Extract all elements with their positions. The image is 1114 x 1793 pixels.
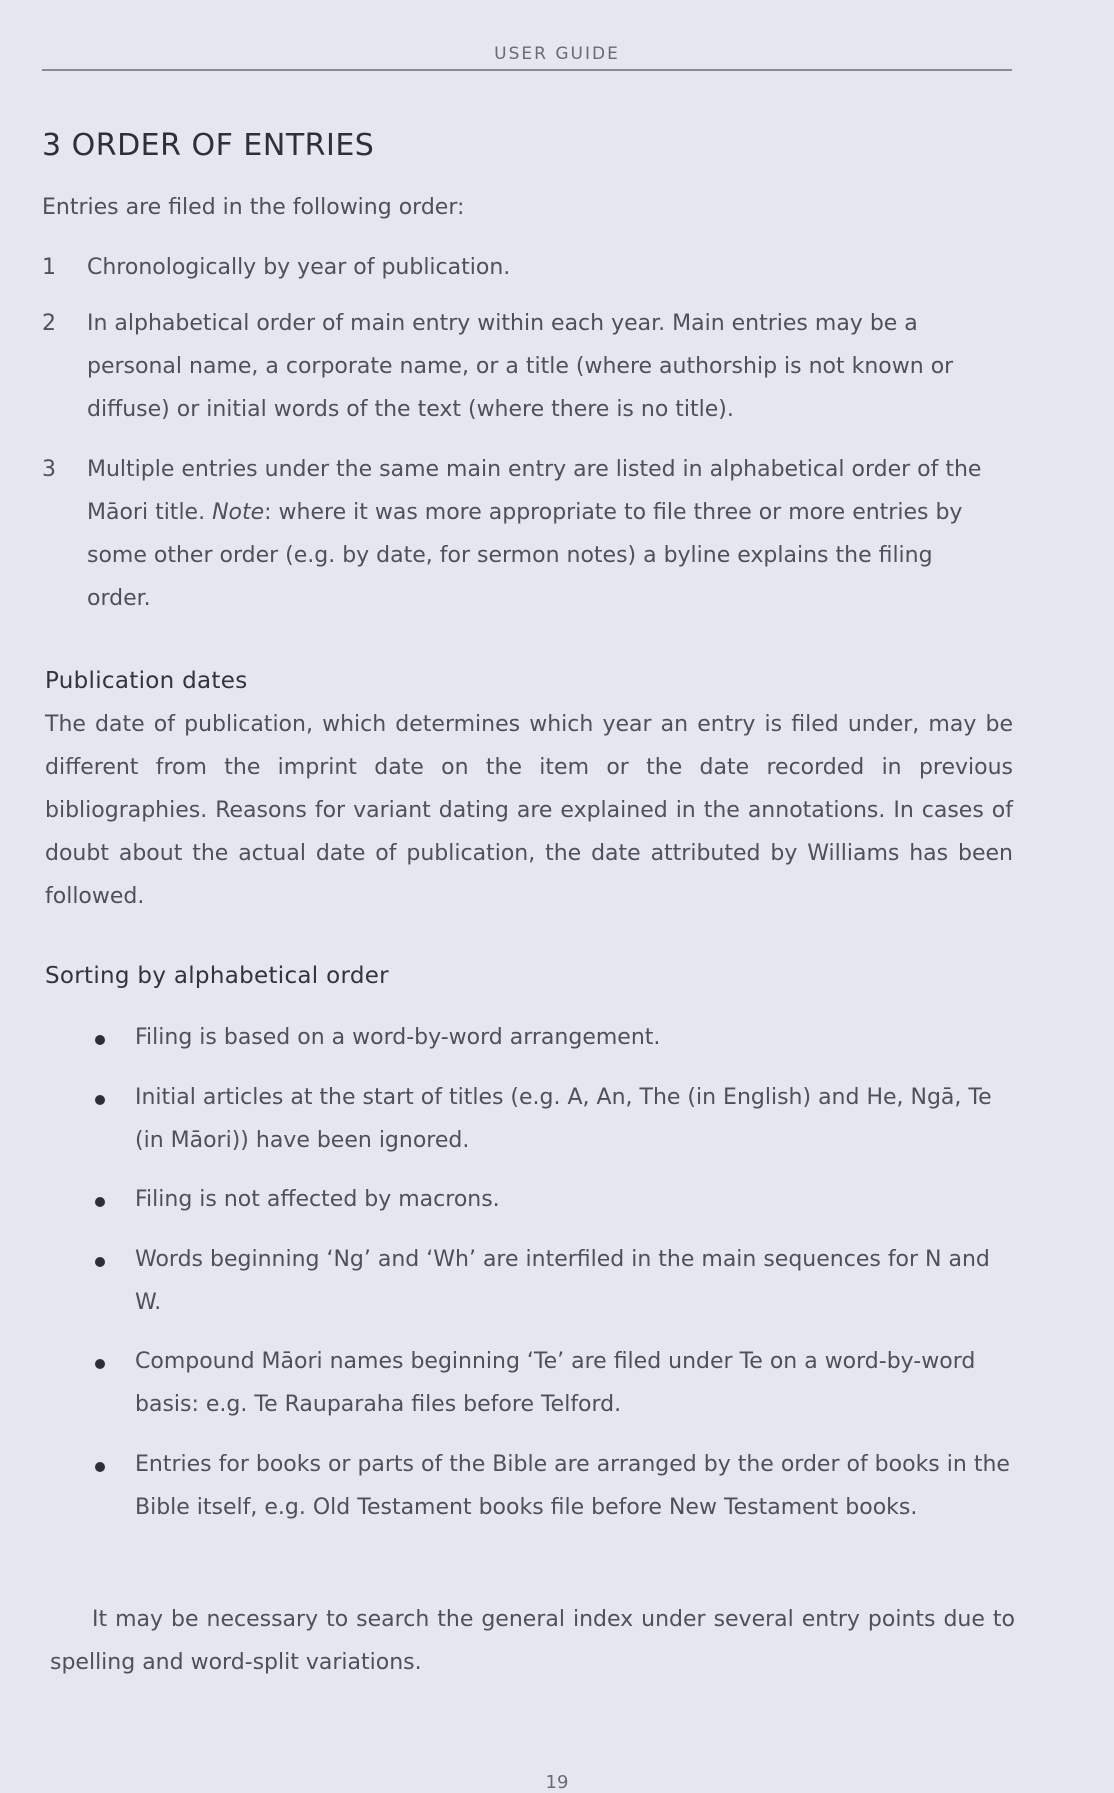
bullet-text: Initial articles at the start of titles (e.g. A, An, The (in English) and He, Ngā, Te (in Māori)) have been ignored. — [135, 1085, 992, 1153]
bullet-icon — [95, 1035, 105, 1045]
note-label: Note — [212, 500, 265, 525]
page-number: 19 — [545, 1772, 569, 1793]
bullet-item — [90, 1076, 1010, 1162]
item-text-before: Multiple entries under the same main entry are listed in alphabetical order of the Māori title. — [87, 457, 982, 525]
section-title: 3 ORDER OF ENTRIES — [42, 128, 375, 163]
item-text: Chronologically by year of publication. — [87, 255, 511, 280]
bullet-text: Compound Māori names beginning ‘Te’ are filed under Te on a word-by-word basis: e.g. Te Rauparaha files before Telford. — [135, 1349, 976, 1417]
bullet-item — [90, 1016, 1010, 1059]
sorting-heading: Sorting by alphabetical order — [45, 963, 389, 989]
numbered-item — [42, 302, 1002, 431]
item-text-after: : where it was more appropriate to file three or more entries by some other order (e.g. by date, for sermon notes) a byline explains the filing order. — [87, 500, 963, 611]
running-head: USER GUIDE — [494, 44, 620, 64]
bullet-icon — [95, 1197, 105, 1207]
bullet-icon — [95, 1359, 105, 1369]
bullet-text: Entries for books or parts of the Bible are arranged by the order of books in the Bible itself, e.g. Old Testament books file before New Testament books. — [135, 1452, 1010, 1520]
numbered-item — [42, 448, 1002, 620]
bullet-icon — [95, 1095, 105, 1105]
item-text: In alphabetical order of main entry within each year. Main entries may be a personal name, a corporate name, or a title (where authorship is not known or diffuse) or initial words of the text (where there is no title). — [87, 311, 954, 422]
closing-paragraph: It may be necessary to search the general index under several entry points due to spelling and word-split variations. — [50, 1607, 1015, 1675]
bullet-text: Filing is not affected by macrons. — [135, 1187, 500, 1212]
publication-dates-body: The date of publication, which determines which year an entry is filed under, may be different from the imprint date on the item or the date recorded in previous bibliographies. Reasons for variant dating are explained in the annotations. In cases of doubt about the actual date of publication, the date attributed by Williams has been followed. — [45, 712, 1013, 909]
bullet-item — [90, 1238, 1010, 1324]
bullet-text: Words beginning ‘Ng’ and ‘Wh’ are interfiled in the main sequences for N and W. — [135, 1247, 990, 1315]
bullet-item — [90, 1443, 1010, 1529]
item-number: 2 — [42, 311, 56, 336]
item-number: 3 — [42, 457, 56, 482]
bullet-item — [90, 1340, 1010, 1426]
numbered-item — [42, 246, 1002, 289]
bullet-icon — [95, 1257, 105, 1267]
bullet-text: Filing is based on a word-by-word arrangement. — [135, 1025, 661, 1050]
bullet-icon — [95, 1462, 105, 1472]
publication-dates-heading: Publication dates — [45, 668, 248, 694]
bullet-item — [90, 1178, 1010, 1221]
intro-text: Entries are filed in the following order: — [42, 195, 465, 220]
item-text — [87, 448, 1002, 620]
header-rule — [42, 69, 1012, 71]
item-number: 1 — [42, 255, 56, 280]
